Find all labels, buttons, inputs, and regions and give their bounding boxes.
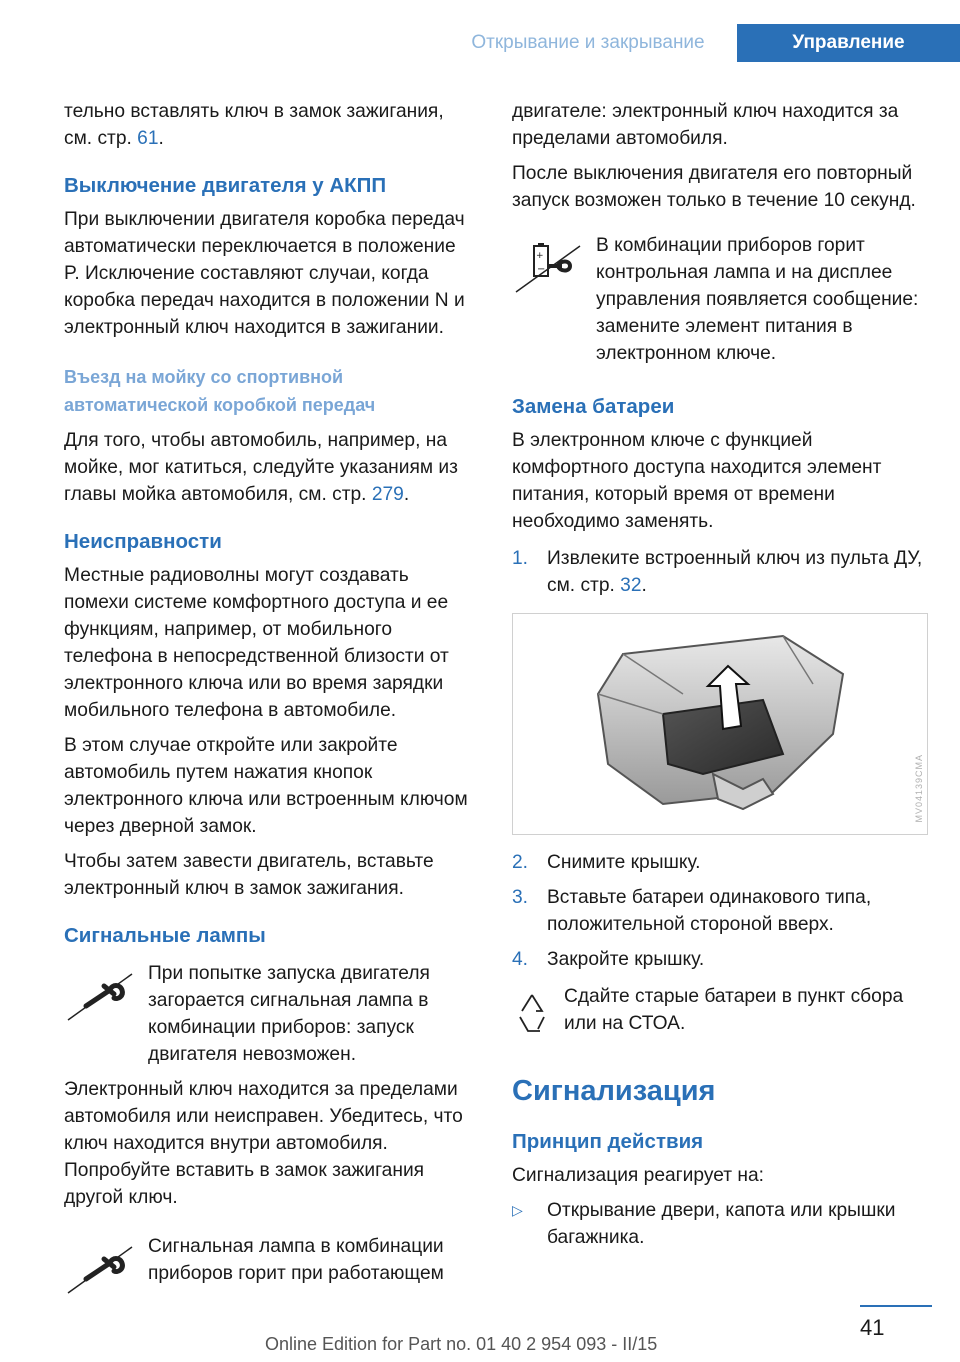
paragraph: двигателе: электронный ключ находится за пределами автомобиля. bbox=[512, 101, 899, 149]
paragraph: При выключении двигателя коробка передач автоматически переключается в положение P. Исключение составляют случаи, когда коробка передач находится в положении N и электронный ключ находится в зажигании. bbox=[64, 209, 465, 338]
step-item: 2. Снимите крышку. bbox=[512, 852, 701, 873]
heading-battery-replacement: Замена батареи bbox=[512, 395, 675, 418]
bullet-item: ▷ Открывание двери, капота или крышки багажника. bbox=[512, 1197, 932, 1251]
recycle-icon bbox=[512, 989, 552, 1037]
heading-warning-lamps: Сигнальные лампы bbox=[64, 924, 266, 947]
figure-code: MV04139CMA bbox=[914, 754, 924, 823]
page-link-279[interactable]: 279 bbox=[371, 484, 404, 505]
heading-engine-shutdown: Выключение двигателя у АКПП bbox=[64, 174, 387, 197]
svg-text:+: + bbox=[536, 251, 544, 261]
steps-list bbox=[512, 849, 932, 973]
triangle-bullet-icon: ▷ bbox=[512, 1202, 523, 1218]
left-column bbox=[64, 98, 476, 1295]
heading-car-wash: Въезд на мойку со спортивной автоматической коробкой передач bbox=[64, 367, 376, 415]
paragraph: тельно вставлять ключ в замок зажигания, см. стр. 61. bbox=[64, 101, 444, 149]
paragraph: В этом случае откройте или закройте автомобиль путем нажатия кнопок электронного ключа или встроенным ключом через дверной замок. bbox=[64, 735, 468, 837]
heading-malfunctions: Неисправности bbox=[64, 530, 222, 553]
page-number: 41 bbox=[860, 1315, 885, 1340]
key-warning-icon bbox=[64, 966, 136, 1028]
paragraph: Чтобы затем завести двигатель, вставьте электронный ключ в замок зажигания. bbox=[64, 851, 434, 899]
warning-note: При попытке запуска двигателя загорается сигнальная лампа в комбинации приборов: запуск двигателя невозможен. bbox=[64, 960, 476, 1068]
warning-note: Сигнальная лампа в комбинации приборов горит при работающем bbox=[64, 1233, 476, 1287]
step-item: 4. Закройте крышку. bbox=[512, 949, 705, 970]
paragraph: После выключения двигателя его повторный запуск возможен только в течение 10 секунд. bbox=[512, 163, 916, 211]
battery-note: + − В комбинации приборов горит контрольная лампа и на дисплее управления появляется сообщение: замените элемент питания в электронном ключе. bbox=[512, 232, 932, 367]
paragraph: В электронном ключе с функцией комфортного доступа находится элемент питания, который время от времени необходимо заменять. bbox=[512, 430, 882, 532]
key-battery-icon bbox=[512, 238, 584, 300]
paragraph: Местные радиоволны могут создавать помехи системе комфортного доступа и ее функциям, например, от мобильного телефона в непосредственной близости от электронного ключа или во время зарядки мобильного телефона в автомобиле. bbox=[64, 565, 449, 721]
paragraph: Сигнализация реагирует на: bbox=[512, 1165, 764, 1186]
key-warning-icon bbox=[64, 1239, 136, 1301]
paragraph: Для того, чтобы автомобиль, например, на мойке, мог катиться, следуйте указаниям из главы мойка автомобиля, см. стр. 279. bbox=[64, 430, 458, 505]
steps-list bbox=[512, 545, 932, 599]
page-link-61[interactable]: 61 bbox=[137, 128, 159, 149]
paragraph: Электронный ключ находится за пределами автомобиля или неисправен. Убедитесь, что ключ находится внутри автомобиля. Попробуйте вставить в замок зажигания другой ключ. bbox=[64, 1079, 463, 1208]
page-number-rule bbox=[860, 1305, 932, 1307]
recycle-note: Сдайте старые батареи в пункт сбора или на СТОА. bbox=[512, 983, 932, 1037]
key-battery-figure bbox=[512, 613, 928, 835]
heading-principle: Принцип действия bbox=[512, 1130, 704, 1153]
page-link-32[interactable]: 32 bbox=[620, 575, 642, 596]
header-chapter-tab[interactable]: Управление bbox=[737, 24, 960, 62]
header-section-title: Открывание и закрывание bbox=[471, 32, 705, 53]
step-item: 1. Извлеките встроенный ключ из пульта ДУ, см. стр. 32. bbox=[512, 548, 923, 596]
remote-key-illustration bbox=[513, 614, 927, 834]
heading-alarm-system: Сигнализация bbox=[512, 1075, 716, 1107]
step-item: 3. Вставьте батареи одинакового типа, положительной стороной вверх. bbox=[512, 887, 872, 935]
footer-edition: Online Edition for Part no. 01 40 2 954 093 - II/15 bbox=[265, 1334, 658, 1354]
svg-text:−: − bbox=[537, 264, 546, 275]
right-column bbox=[512, 98, 932, 1251]
